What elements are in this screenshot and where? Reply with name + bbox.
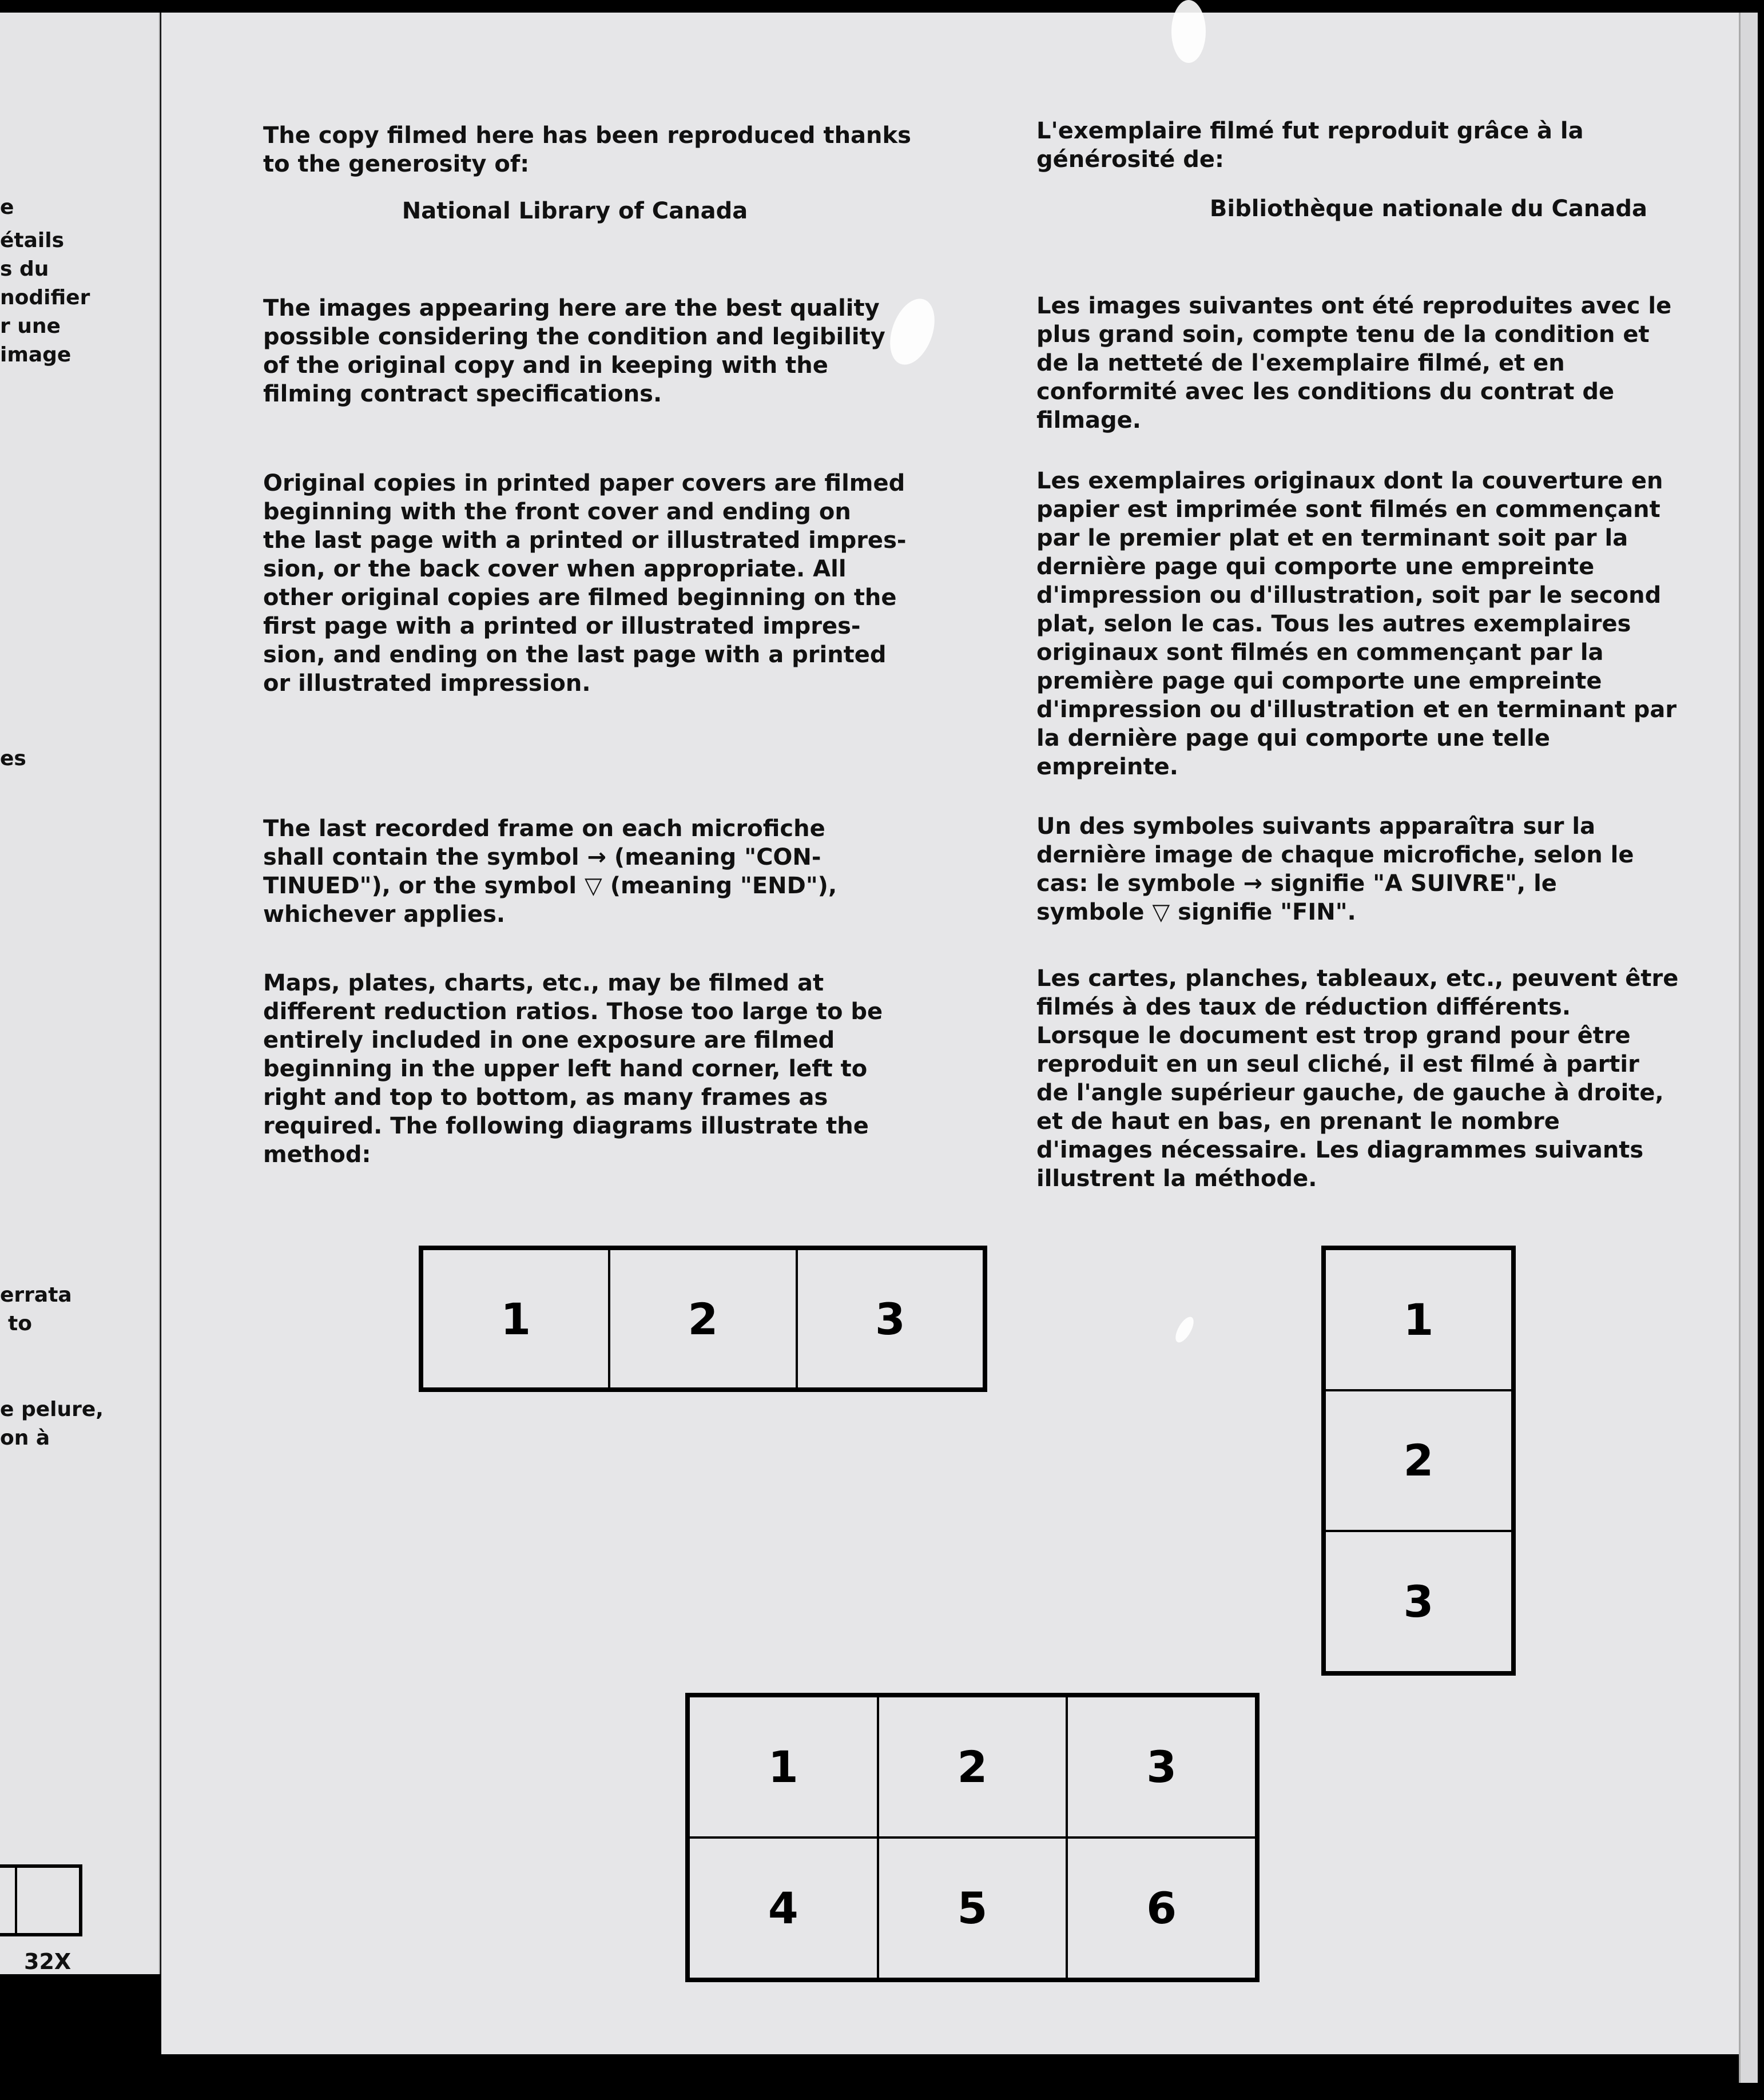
french-thanks <box>1036 117 1683 174</box>
french-symbols-paragraph <box>1036 812 1683 926</box>
text-span: (meaning "END"), whichever applies. <box>263 873 837 928</box>
english-institution <box>263 197 887 225</box>
arrow-right-icon: → <box>587 844 606 870</box>
paragraph-text: Maps, plates, charts, etc., may be filmed at different reduction ratios. Those too large to be entirely included in one exposure are filmed beginning in the upper left hand corner, left to right and top to bottom, as many frames as required. The following diagrams illustrate the method: <box>263 970 883 1168</box>
english-maps-paragraph <box>263 969 927 1169</box>
frame-cell: 3 <box>1067 1696 1256 1838</box>
institution-name: National Library of Canada <box>402 198 748 224</box>
french-thanks-line2: générosité de: <box>1036 146 1225 173</box>
english-covers-paragraph <box>263 469 927 698</box>
resolution-target-box <box>0 1864 82 1936</box>
french-covers-paragraph <box>1036 467 1683 781</box>
fragment-text: to <box>8 1312 32 1335</box>
french-institution <box>1036 194 1647 223</box>
french-quality-paragraph <box>1036 292 1683 435</box>
frame-cell: 4 <box>689 1838 878 1979</box>
fragment-text: e <box>0 196 14 219</box>
english-thanks <box>263 121 927 178</box>
frame-cell: 1 <box>422 1249 609 1389</box>
frame-cell: 1 <box>1325 1249 1512 1390</box>
frame-cell: 5 <box>878 1838 1067 1979</box>
triangle-down-icon: ▽ <box>585 873 602 899</box>
diagram-grid-frames <box>685 1693 1260 1982</box>
frame-cell: 2 <box>609 1249 796 1389</box>
film-blemish <box>1171 0 1206 63</box>
text-span: signifie "A SUIVRE", le symbole <box>1036 870 1557 925</box>
frame-cell: 6 <box>1067 1838 1256 1979</box>
page-edge <box>1739 13 1758 2083</box>
frame-cell: 3 <box>1325 1531 1512 1672</box>
previous-page-fragment <box>0 13 160 1974</box>
fragment-text: r une <box>0 315 61 338</box>
frame-cell: 3 <box>797 1249 984 1389</box>
paragraph-text <box>263 814 927 929</box>
paragraph-text: Les exemplaires originaux dont la couverture en papier est imprimée sont filmés en commençant par le premier plat et en terminant soit par la dernière page qui comporte une empreinte d'impression ou d'illustration, soit par le second plat, selon le cas. Tous les autres exemplaires originaux sont filmés en commençant par la première page qui comporte une empreinte d'impression ou d'illustration et en terminant par la dernière page qui comporte une telle empreinte. <box>1036 468 1677 780</box>
paragraph-text: Original copies in printed paper covers are filmed beginning with the front cover and ending on the last page with a printed or illustrated impres- sion, or the back cover when appropriate. All other original copies are filmed beginning on the first page with a printed or illustrated impres- sion, and ending on the last page with a printed or illustrated impression. <box>263 470 907 697</box>
text-span: The last recorded frame on each microfiche shall contain the symbol <box>263 816 825 870</box>
fragment-text: étails <box>0 229 65 252</box>
paragraph-text: Les images suivantes ont été reproduites avec le plus grand soin, compte tenu de la condition et de la netteté de l'exemplaire filmé, et en conformité avec les conditions du contrat de filmage. <box>1036 293 1672 433</box>
diagram-horizontal-frames <box>419 1246 987 1392</box>
english-symbols-paragraph <box>263 814 927 929</box>
frame-cell: 2 <box>1325 1390 1512 1532</box>
paragraph-text: The images appearing here are the best quality possible considering the condition and legibility of the original copy and in keeping with the filming contract specifications. <box>263 295 885 407</box>
fragment-text: e pelure, <box>0 1398 104 1421</box>
fragment-text: image <box>0 343 71 367</box>
french-maps-paragraph <box>1036 964 1683 1193</box>
fragment-text: s du <box>0 257 49 281</box>
reduction-label: 32X <box>24 1949 71 1974</box>
text-span: signifie "FIN". <box>1170 899 1356 925</box>
french-thanks-line1: L'exemplaire filmé fut reproduit grâce à la <box>1036 118 1584 144</box>
fragment-text: on à <box>0 1426 50 1450</box>
fragment-text: es <box>0 747 26 770</box>
fragment-text: nodifier <box>0 286 90 309</box>
text-span: Un des symboles suivants apparaîtra sur la dernière image de chaque microfiche, selon le cas: le symbole <box>1036 813 1634 897</box>
fragment-text: errata <box>0 1283 72 1307</box>
frame-cell: 1 <box>689 1696 878 1838</box>
english-thanks-line1: The copy filmed here has been reproduced thanks <box>263 122 911 149</box>
frame-cell: 2 <box>878 1696 1067 1838</box>
text-span: (meaning "CON- TINUED"), or the symbol <box>263 844 821 899</box>
box-divider <box>15 1868 17 1933</box>
paragraph-text <box>1036 812 1683 926</box>
english-thanks-line2: to the generosity of: <box>263 151 530 177</box>
triangle-down-icon: ▽ <box>1152 899 1170 925</box>
diagram-vertical-frames <box>1321 1246 1516 1676</box>
english-quality-paragraph <box>263 294 927 408</box>
institution-name: Bibliothèque nationale du Canada <box>1209 196 1647 222</box>
paragraph-text: Les cartes, planches, tableaux, etc., peuvent être filmés à des taux de réduction différents. Lorsque le document est trop grand pour être reproduit en un seul cliché, il est filmé à partir de l'angle supérieur gauche, de gauche à droite, et de haut en bas, en prenant le nombre d'images nécessaire. Les diagrammes suivants illustrent la méthode. <box>1036 965 1679 1192</box>
arrow-right-icon: → <box>1243 870 1263 897</box>
